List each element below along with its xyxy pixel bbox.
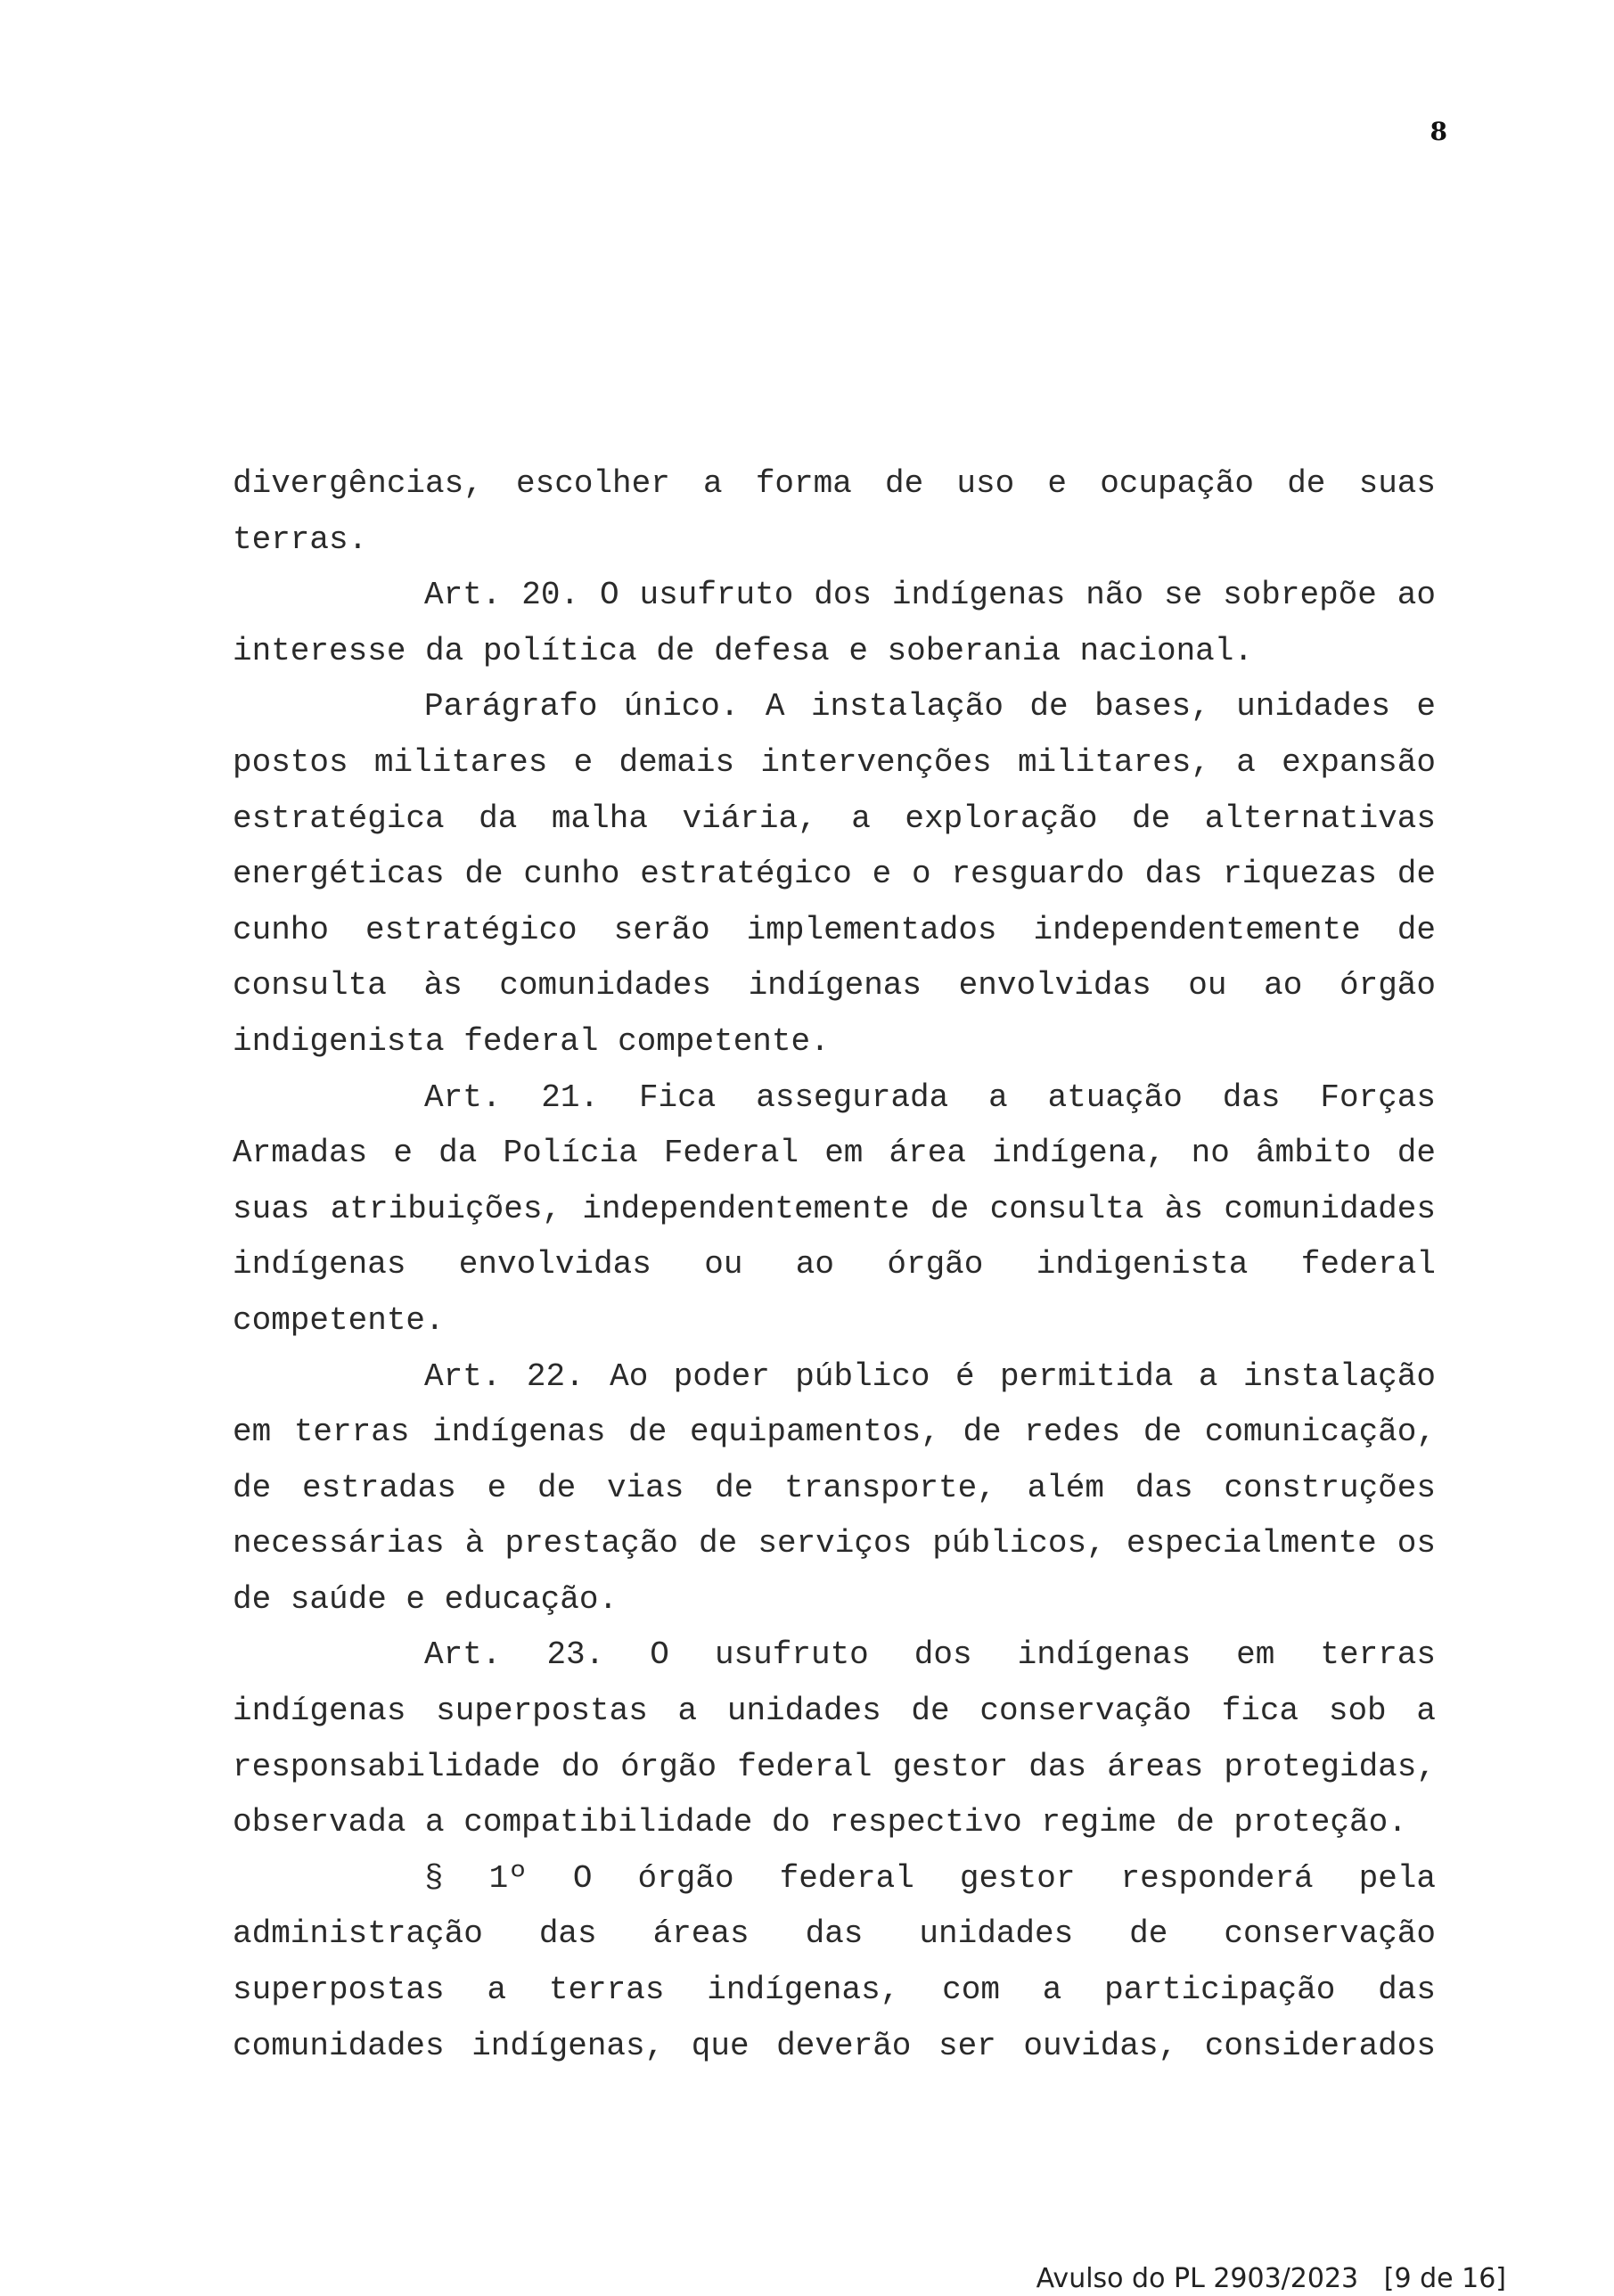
paragraph-art-22: Art. 22. Ao poder público é permitida a instalação em terras indígenas de equipamentos, de redes de comunicação, de estradas e de vias de transporte, além das construções necessárias à prestação de serviços públicos, especialmente os de saúde e educação. (233, 1357, 1436, 1618)
page-number: 8 (1430, 117, 1447, 146)
document-body (233, 456, 1436, 2074)
paragraph-art-23-par-1: § 1º O órgão federal gestor responderá pela administração das áreas das unidades de conservação superpostas a terras indígenas, com a participação das comunidades indígenas, que deverão ser ouvidas, considerados (233, 1859, 1436, 2064)
paragraph-continuation: divergências, escolher a forma de uso e ocupação de suas terras. (233, 465, 1436, 558)
paragraph-art-20: Art. 20. O usufruto dos indígenas não se sobrepõe ao interesse da política de defesa e soberania nacional. (233, 577, 1436, 669)
paragraph-art-20-unico: Parágrafo único. A instalação de bases, unidades e postos militares e demais intervenções militares, a expansão estratégica da malha viária, a exploração de alternativas energéticas de cunho estratégico e o resguardo das riquezas de cunho estratégico serão implementados independentemente de consulta às comunidades indígenas envolvidas ou ao órgão indigenista federal competente. (233, 688, 1436, 1060)
paragraph-art-23: Art. 23. O usufruto dos indígenas em terras indígenas superpostas a unidades de conservação fica sob a responsabilidade do órgão federal gestor das áreas protegidas, observada a compatibilidade do respectivo regime de proteção. (233, 1636, 1436, 1841)
footer-avulso-label: Avulso do PL 2903/2023 [9 de 16] (1036, 2263, 1506, 2294)
paragraph-art-21: Art. 21. Fica assegurada a atuação das Forças Armadas e da Polícia Federal em área indígena, no âmbito de suas atribuições, independentemente de consulta às comunidades indígenas envolvidas ou ao órgão indigenista federal competente. (233, 1078, 1436, 1339)
